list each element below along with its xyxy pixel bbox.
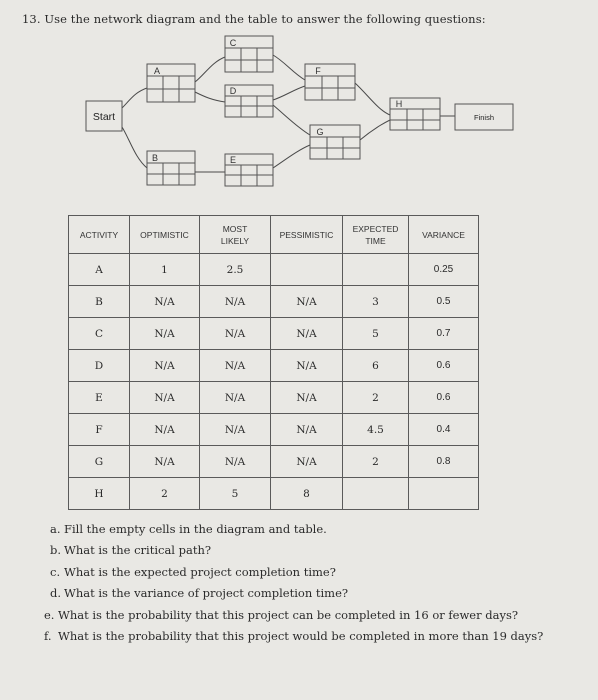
table-row bbox=[69, 382, 479, 414]
cell-optimistic: N/A bbox=[130, 350, 200, 382]
cell-most-likely: 2.5 bbox=[200, 254, 271, 286]
cell-variance: 0.6 bbox=[409, 382, 479, 414]
cell-pessimistic: N/A bbox=[271, 318, 343, 350]
cell-expected: 6 bbox=[343, 350, 409, 382]
node-c-label: C bbox=[229, 38, 237, 48]
question-item-e bbox=[44, 608, 590, 623]
question-item-d bbox=[50, 586, 590, 601]
question-title: 13. Use the network diagram and the table to answer the following questions: bbox=[22, 12, 486, 26]
cell-optimistic: 2 bbox=[130, 478, 200, 510]
node-b bbox=[147, 151, 195, 185]
cell-optimistic: N/A bbox=[130, 382, 200, 414]
cell-optimistic: N/A bbox=[130, 318, 200, 350]
diagram-arrows bbox=[122, 55, 455, 172]
cell-most-likely: N/A bbox=[200, 318, 271, 350]
cell-optimistic: N/A bbox=[130, 286, 200, 318]
node-a bbox=[147, 64, 195, 102]
node-e-label: E bbox=[229, 155, 237, 165]
node-h-label: H bbox=[395, 99, 403, 109]
table-row bbox=[69, 350, 479, 382]
cell-most-likely: N/A bbox=[200, 446, 271, 478]
cell-expected bbox=[343, 254, 409, 286]
cell-expected: 3 bbox=[343, 286, 409, 318]
table-row bbox=[69, 446, 479, 478]
question-letter: e. bbox=[44, 607, 55, 622]
cell-variance: 0.25 bbox=[409, 254, 479, 286]
activity-table bbox=[68, 215, 479, 510]
cell-pessimistic: N/A bbox=[271, 382, 343, 414]
question-letter: a. bbox=[50, 522, 61, 536]
cell-most-likely: N/A bbox=[200, 350, 271, 382]
node-f bbox=[305, 64, 355, 100]
cell-expected: 5 bbox=[343, 318, 409, 350]
cell-activity: B bbox=[69, 286, 130, 318]
cell-activity: H bbox=[69, 478, 130, 510]
cell-variance: 0.6 bbox=[409, 350, 479, 382]
cell-activity: D bbox=[69, 350, 130, 382]
question-text: What is the probability that this project can be completed in 16 or fewer days? bbox=[58, 607, 519, 622]
header-variance: VARIANCE bbox=[409, 216, 479, 254]
cell-activity: F bbox=[69, 414, 130, 446]
table-row bbox=[69, 254, 479, 286]
cell-optimistic: 1 bbox=[130, 254, 200, 286]
header-pessimistic: PESSIMISTIC bbox=[271, 216, 343, 254]
node-finish bbox=[455, 104, 513, 130]
node-finish-label: Finish bbox=[473, 113, 495, 122]
node-f-label: F bbox=[315, 66, 321, 76]
cell-expected: 2 bbox=[343, 382, 409, 414]
question-text: Fill the empty cells in the diagram and table. bbox=[64, 522, 327, 536]
cell-pessimistic: N/A bbox=[271, 414, 343, 446]
node-b-label: B bbox=[151, 153, 159, 163]
question-text: What is the expected project completion time? bbox=[64, 564, 336, 579]
cell-activity: A bbox=[69, 254, 130, 286]
cell-activity: C bbox=[69, 318, 130, 350]
node-start-label: Start bbox=[92, 111, 116, 123]
cell-most-likely: 5 bbox=[200, 478, 271, 510]
table-row bbox=[69, 478, 479, 510]
cell-expected: 2 bbox=[343, 446, 409, 478]
cell-pessimistic: 8 bbox=[271, 478, 343, 510]
cell-variance: 0.8 bbox=[409, 446, 479, 478]
header-optimistic: OPTIMISTIC bbox=[130, 216, 200, 254]
question-item-a bbox=[50, 522, 590, 537]
question-item-f bbox=[44, 629, 590, 644]
node-c bbox=[225, 36, 273, 72]
cell-variance: 0.7 bbox=[409, 318, 479, 350]
table-header-row bbox=[69, 216, 479, 254]
cell-most-likely: N/A bbox=[200, 382, 271, 414]
node-a-label: A bbox=[153, 66, 161, 76]
cell-optimistic: N/A bbox=[130, 414, 200, 446]
question-letter: d. bbox=[50, 586, 62, 601]
table-row bbox=[69, 286, 479, 318]
node-e bbox=[225, 154, 273, 186]
cell-pessimistic: N/A bbox=[271, 446, 343, 478]
cell-variance bbox=[409, 478, 479, 510]
cell-most-likely: N/A bbox=[200, 286, 271, 318]
question-text: What is the critical path? bbox=[64, 543, 212, 558]
question-text: What is the probability that this project would be completed in more than 19 days? bbox=[58, 629, 544, 644]
node-g bbox=[310, 125, 360, 159]
question-letter: c. bbox=[50, 564, 61, 579]
cell-expected bbox=[343, 478, 409, 510]
question-item-b bbox=[50, 543, 590, 558]
question-item-c bbox=[50, 565, 590, 580]
table-row bbox=[69, 318, 479, 350]
node-h bbox=[390, 98, 440, 130]
cell-variance: 0.4 bbox=[409, 414, 479, 446]
cell-variance: 0.5 bbox=[409, 286, 479, 318]
node-d bbox=[225, 85, 273, 117]
question-list bbox=[44, 522, 590, 651]
question-text: What is the variance of project completion time? bbox=[64, 586, 349, 601]
table-row bbox=[69, 414, 479, 446]
cell-expected: 4.5 bbox=[343, 414, 409, 446]
cell-activity: G bbox=[69, 446, 130, 478]
cell-pessimistic bbox=[271, 254, 343, 286]
cell-most-likely: N/A bbox=[200, 414, 271, 446]
header-expected-time: EXPECTED TIME bbox=[343, 216, 409, 254]
node-start bbox=[86, 101, 122, 131]
cell-pessimistic: N/A bbox=[271, 350, 343, 382]
header-most-likely: MOST LIKELY bbox=[200, 216, 271, 254]
cell-optimistic: N/A bbox=[130, 446, 200, 478]
question-letter: b. bbox=[50, 543, 62, 558]
node-d-label: D bbox=[229, 86, 237, 96]
question-letter: f. bbox=[44, 629, 52, 644]
cell-activity: E bbox=[69, 382, 130, 414]
node-g-label: G bbox=[316, 127, 324, 137]
cell-pessimistic: N/A bbox=[271, 286, 343, 318]
header-activity: ACTIVITY bbox=[69, 216, 130, 254]
